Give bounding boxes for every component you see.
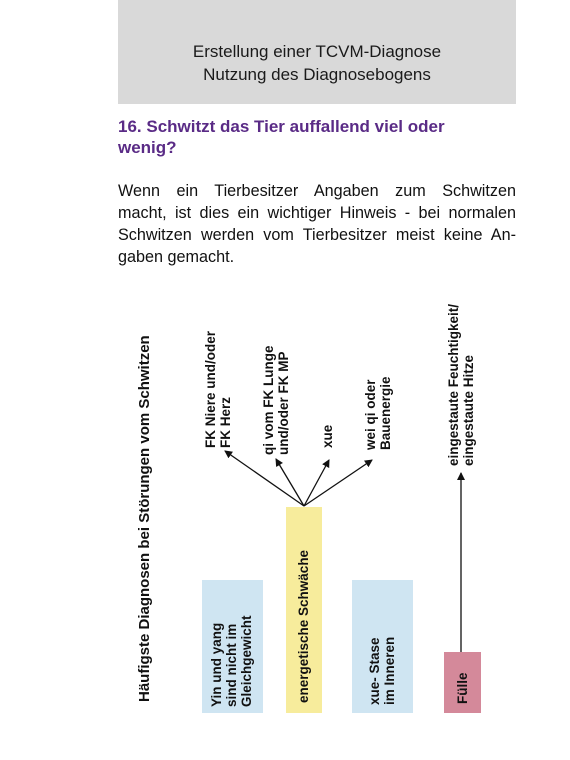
arrow-to-qi-lunge	[276, 459, 304, 506]
box-energetische-schwaeche	[286, 507, 322, 713]
arrow-to-wei-qi	[304, 460, 372, 506]
target-feuchtigkeit	[446, 304, 476, 466]
target-line: eingestaute Feuchtigkeit/	[446, 303, 461, 466]
target-line: Bauenergie	[378, 376, 393, 450]
diagram-side-label: Häufigste Diagnosen bei Störungen vom Schwitzen	[136, 335, 153, 702]
body-line: gaben gemacht.	[118, 248, 235, 266]
target-wei-qi	[363, 376, 393, 450]
header-subtitle: Nutzung des Diagnosebogens	[203, 65, 431, 84]
box-line: im Inneren	[382, 636, 397, 705]
target-xue	[320, 425, 335, 448]
target-line: eingestaute Hitze	[461, 354, 476, 466]
target-qi-lunge	[261, 346, 291, 456]
arrow-to-fk-niere	[225, 451, 304, 506]
target-line: und/oder FK MP	[276, 351, 291, 455]
box-line: Gleichgewicht	[239, 615, 254, 707]
section-title-line2: wenig?	[118, 138, 177, 157]
target-line: wei qi oder	[363, 379, 378, 450]
box-xue-stase	[352, 580, 413, 713]
body-line: Schwitzen werden vom Tierbesitzer meist keine An-	[118, 226, 516, 244]
box-line: sind nicht im	[224, 623, 239, 707]
arrow-to-xue	[304, 460, 329, 506]
section-title-line1: 16. Schwitzt das Tier auffallend viel oder	[118, 117, 445, 136]
header-title: Erstellung einer TCVM-Diagnose	[192, 42, 442, 61]
target-line: FK Herz	[218, 396, 233, 448]
box-line: xue- Stase	[367, 637, 382, 705]
box-yin-yang	[202, 580, 263, 713]
target-line: qi vom FK Lunge	[261, 345, 276, 455]
box-line: Fülle	[455, 672, 470, 704]
body-line: macht, ist dies ein wichtiger Hinweis - bei normalen	[118, 204, 516, 222]
box-fuelle	[444, 652, 481, 713]
box-line: Yin und yang	[209, 622, 224, 707]
target-line: xue	[320, 424, 335, 448]
box-line: energetische Schwäche	[296, 549, 311, 703]
body-line: Wenn ein Tierbesitzer Angaben zum Schwitzen	[118, 182, 516, 200]
target-line: FK Niere und/oder	[203, 330, 218, 448]
target-fk-niere	[203, 331, 233, 448]
